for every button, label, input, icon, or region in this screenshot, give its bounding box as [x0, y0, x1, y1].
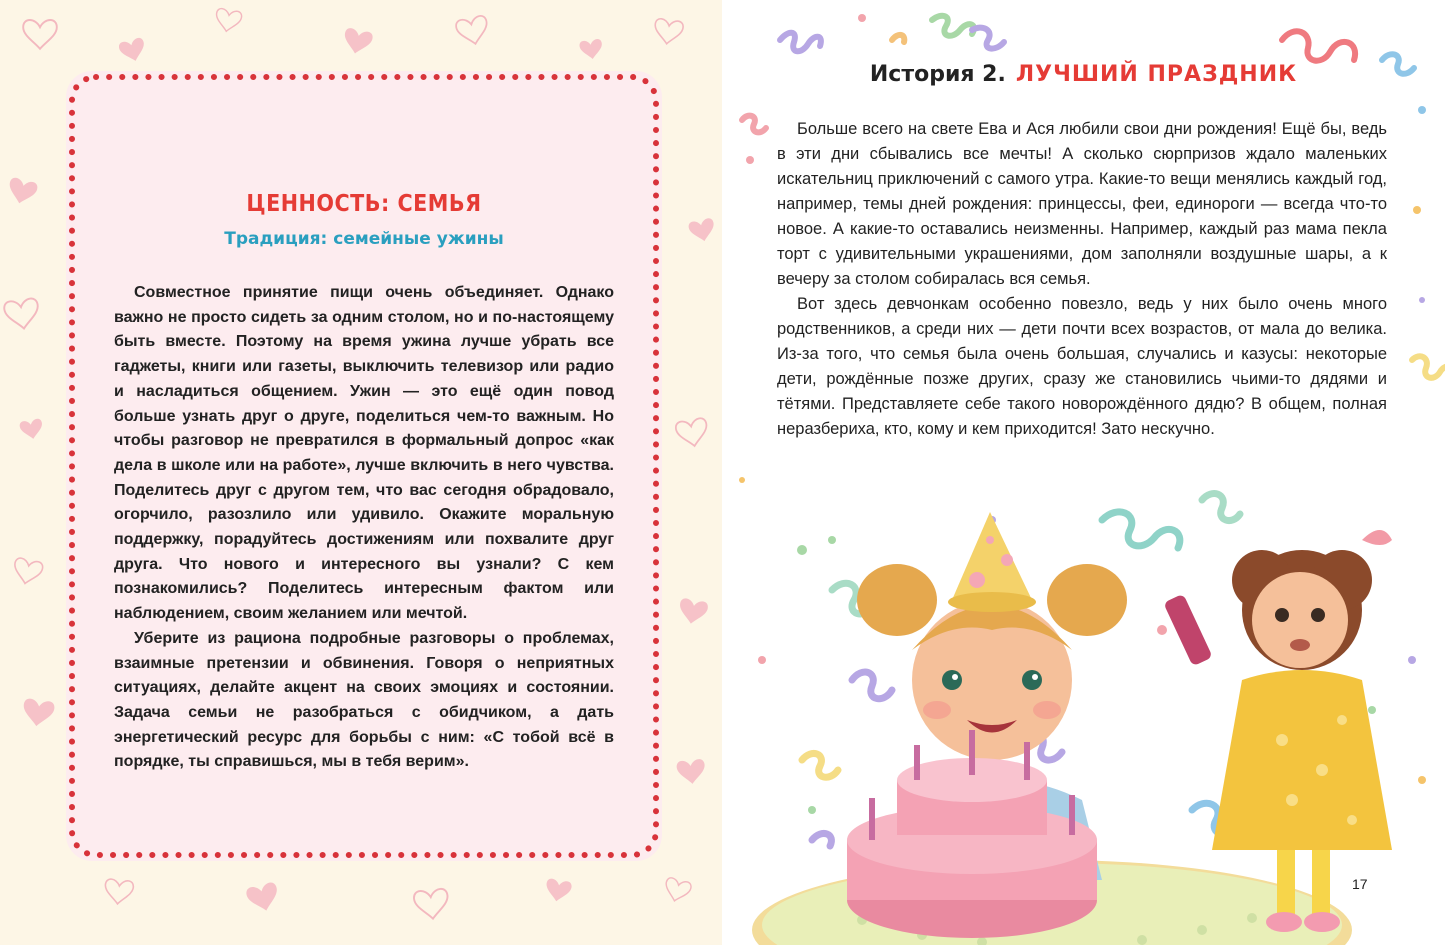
card-paragraph: Совместное принятие пищи очень объединяет. Однако важно не просто сидеть за одним столом, но и по-настоящему быть вместе. Поэтому на время ужина лучше убрать все гаджеты, книги или газеты, выключить телевизор или радио и насладиться общением. Ужин — это ещё один повод больше узнать друг о друге, поделиться чем-то важным. Но чтобы разговор не превратился в формальный допрос «как дела в школе или на работе», лучше включить в него чувства. Поделитесь друг с другом тем, что вас сегодня обрадовало, огорчило, разозлило или удивило. Окажите моральную поддержку, порадуйтесь достижениям или похвалите друг друга. Что нового и интересного вы узнали? С кем познакомились? Поделитесь интересным фактом или наблюдением, своим желанием или мечтой.	[114, 284, 614, 623]
left-page	[0, 0, 722, 945]
story-title: ЛУЧШИЙ ПРАЗДНИК	[1015, 62, 1298, 87]
story-heading	[722, 62, 1445, 87]
page-number: 17	[1352, 876, 1368, 892]
card-paragraph: Уберите из рациона подробные разговоры о проблемах, взаимные претензии и обвинения. Говоря о неприятных ситуациях, делайте акцент на своих эмоциях и состоянии. Задача семьи не разобраться с обидчиком, а дать энергетический ресурс для борьбы с ним: «С тобой всё в порядке, ты справишься, мы в тебя верим».	[114, 629, 614, 771]
value-title: ЦЕННОСТЬ: СЕМЬЯ	[246, 191, 482, 217]
value-card	[66, 71, 662, 861]
tradition-title: Традиция: семейные ужины	[224, 229, 504, 249]
story-label: История 2.	[869, 62, 1006, 87]
story-paragraph: Больше всего на свете Ева и Ася любили свои дни рождения! Ещё бы, ведь в эти дни сбывались все мечты! А сколько сюрпризов ждало маленьких искательниц приключений с самого утра. Какие-то вещи менялись каждый год, например, темы дней рождения: принцессы, феи, единороги — всегда что-то новое. А какие-то оставались неизменны. Например, каждый раз мама пекла торт с удивительными украшениями, дом заполняли воздушные шары, а к вечеру за столом собиралась вся семья.	[777, 120, 1387, 288]
card-text	[114, 281, 614, 775]
story-text	[777, 117, 1387, 442]
story-paragraph: Вот здесь девчонкам особенно повезло, ведь у них было очень много родственников, а среди них — дети почти всех возрастов, от мала до велика. Из-за того, что семья была очень большая, случались и казусы: некоторые дети, рождённые позже других, сразу же становились чьими-то дядями и тётями. Представляете себе такого новорождённого дядю? В общем, полная неразбериха, кто, кому и кем приходится! Зато нескучно.	[777, 295, 1387, 438]
birthday-illustration	[722, 480, 1445, 945]
right-page	[722, 0, 1445, 945]
